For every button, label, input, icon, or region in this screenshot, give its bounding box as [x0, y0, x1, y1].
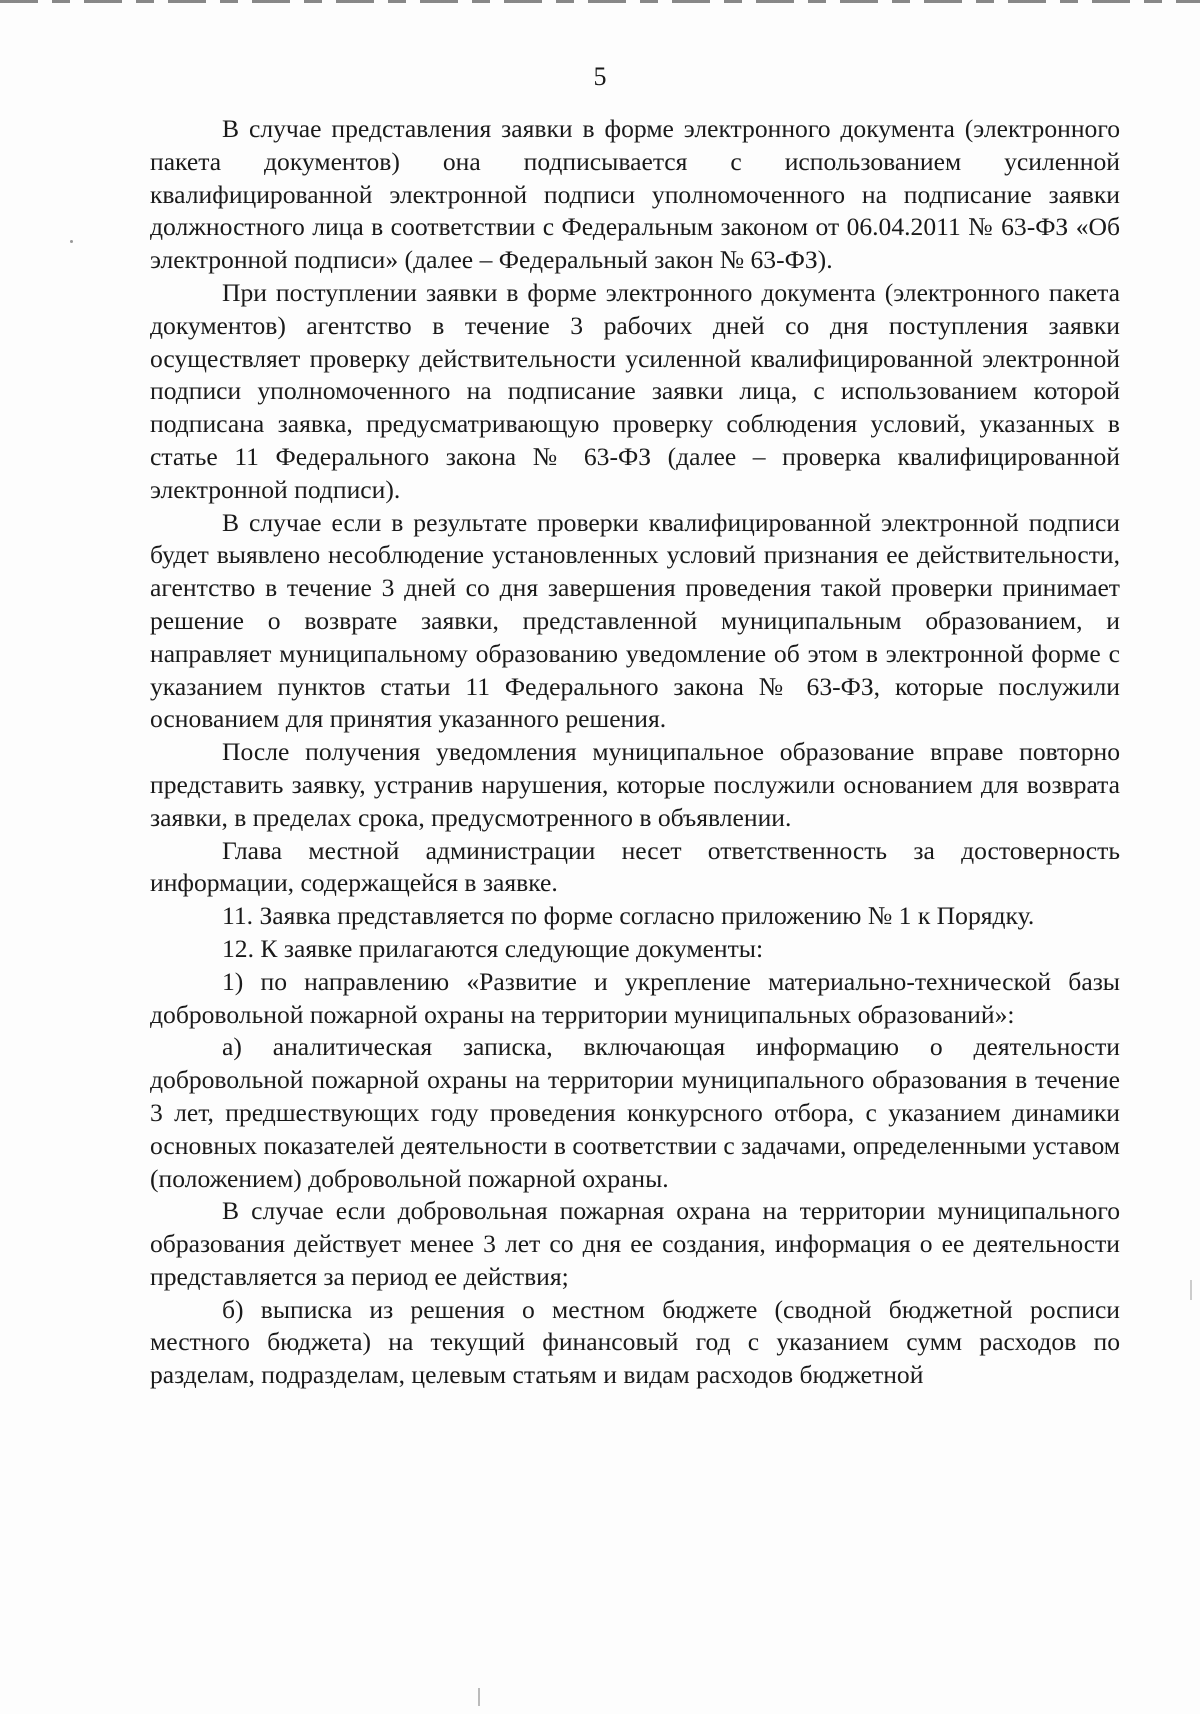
page-number: 5	[593, 62, 607, 91]
paragraph-subitem-b: б) выписка из решения о местном бюджете (сводной бюджетной росписи местного бюджета) на текущий финансовый год с указанием сумм расходов по разделам, подразделам, целевым статьям и видам расходов бюджетной	[150, 1294, 1120, 1390]
paragraph-subitem-1: 1) по направлению «Развитие и укрепление материально-технической базы добровольной пожарной охраны на территории муниципальных образований»:	[150, 966, 1120, 1029]
paragraph-responsibility: Глава местной администрации несет ответственность за достоверность информации, содержащейся в заявке.	[150, 835, 1120, 898]
scan-edge-top	[0, 0, 1200, 3]
scan-speck	[70, 240, 73, 243]
paragraph-less-than-3-years: В случае если добровольная пожарная охрана на территории муниципального образования действует менее 3 лет со дня ее создания, информация о ее деятельности представляется за период ее действия;	[150, 1196, 1120, 1291]
paragraph-resubmission: После получения уведомления муниципальное образование вправе повторно представить заявку, устранив нарушения, которые послужили основанием для возврата заявки, в пределах срока, предусмотренного в объявлении.	[150, 737, 1120, 832]
paragraph-item-11: 11. Заявка представляется по форме согласно приложению № 1 к Порядку.	[222, 901, 1035, 931]
paragraph-signature-verification: При поступлении заявки в форме электронного документа (электронного пакета документов) агентство в течение 3 рабочих дней со дня поступления заявки осуществляет проверку действительности усиленной квалифицированной электронной подписи уполномоченного на подписание заявки лица, с использованием которой подписана заявка, предусматривающую проверку соблюдения условий, указанных в статье 11 Федерального закона № 63-ФЗ (далее – проверка квалифицированной электронной подписи).	[150, 277, 1120, 504]
scan-tick-bottom	[478, 1688, 480, 1706]
paragraph-electronic-signature: В случае представления заявки в форме электронного документа (электронного пакета документов) она подписывается с использованием усиленной квалифицированной электронной подписи уполномоченного на подписание заявки должностного лица в соответствии с Федеральным законом от 06.04.2011 № 63-ФЗ «Об электронной подписи» (далее – Федеральный закон № 63-ФЗ).	[150, 114, 1120, 275]
document-body	[150, 113, 1120, 1392]
paragraph-item-12: 12. К заявке прилагаются следующие документы:	[222, 933, 764, 963]
scan-edge-right	[1190, 0, 1192, 1714]
paragraph-subitem-a: а) аналитическая записка, включающая информацию о деятельности добровольной пожарной охраны на территории муниципального образования в течение 3 лет, предшествующих году проведения конкурсного отбора, с указанием динамики основных показателей деятельности в соответствии с задачами, определенными уставом (положением) добровольной пожарной охраны.	[150, 1032, 1120, 1193]
paragraph-nonconformity-return: В случае если в результате проверки квалифицированной электронной подписи будет выявлено несоблюдение установленных условий признания ее действительности, агентство в течение 3 дней со дня завершения проведения такой проверки принимает решение о возврате заявки, представленной муниципальным образованием, и направляет муниципальному образованию уведомление об этом в электронной форме с указанием пунктов статьи 11 Федерального закона № 63-ФЗ, которые послужили основанием для принятия указанного решения.	[150, 507, 1120, 734]
